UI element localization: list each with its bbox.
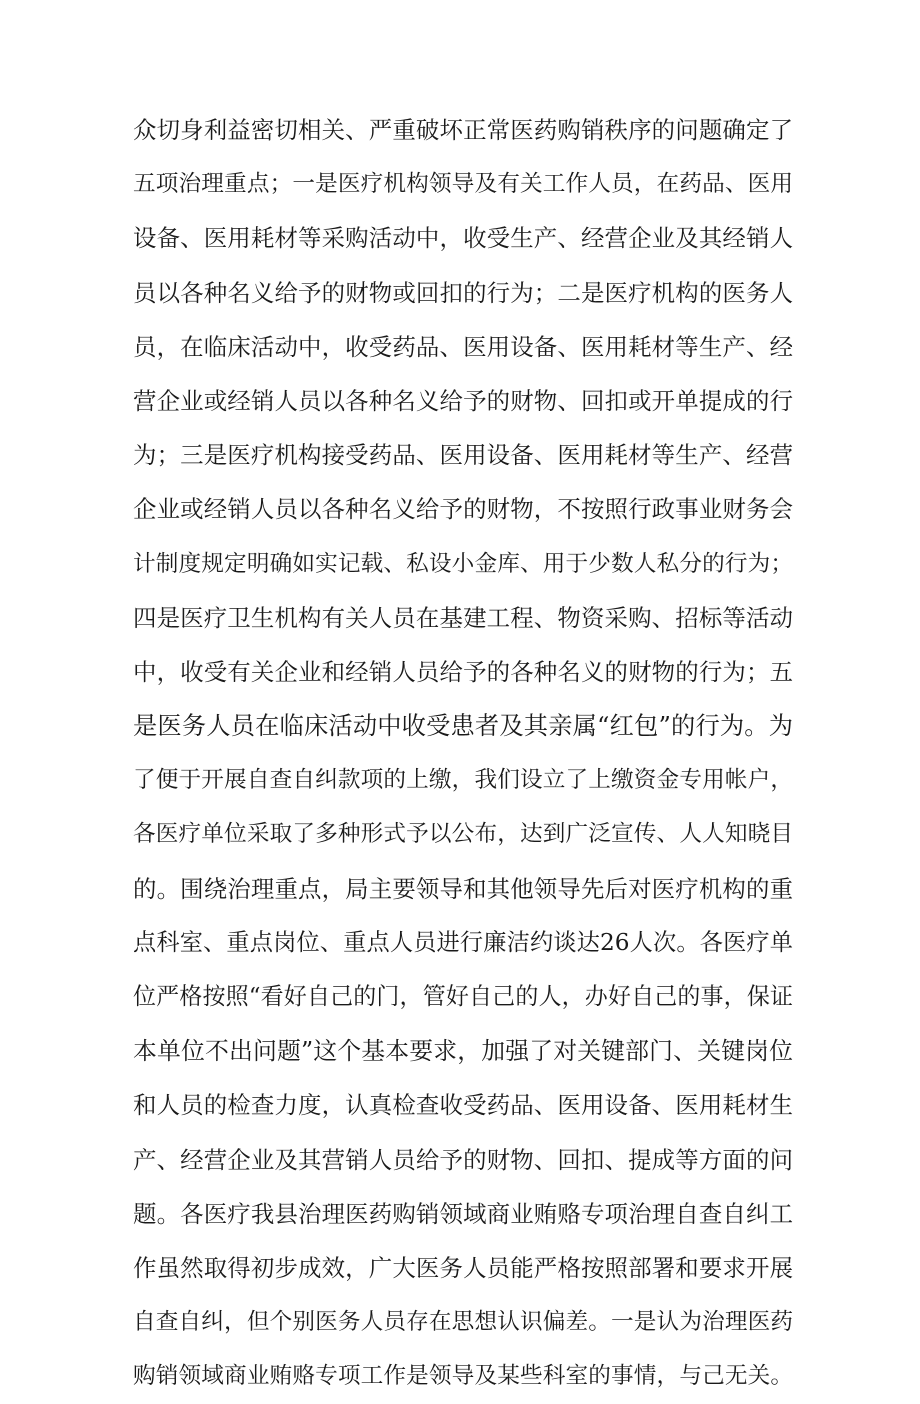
text-line: 各医疗单位采取了多种形式予以公布，达到广泛宣传、人人知晓目 [133, 821, 793, 848]
text-line: 员以各种名义给予的财物或回扣的行为；二是医疗机构的医务人 [133, 278, 793, 307]
text-line: 企业或经销人员以各种名义给予的财物，不按照行政事业财务会 [133, 495, 793, 524]
text-line: 设备、医用耗材等采购活动中，收受生产、经营企业及其经销人 [133, 224, 793, 253]
text-line: 自查自纠，但个别医务人员存在思想认识偏差。一是认为治理医药 [133, 1309, 793, 1336]
text-line: 题。各医疗我县治理医药购销领域商业贿赂专项治理自查自纠工 [133, 1199, 793, 1228]
text-line: 四是医疗卫生机构有关人员在基建工程、物资采购、招标等活动 [133, 603, 793, 632]
text-line: 作虽然取得初步成效，广大医务人员能严格按照部署和要求开展 [133, 1253, 793, 1282]
text-line: 营企业或经销人员以各种名义给予的财物、回扣或开单提成的行 [133, 386, 793, 415]
text-line: 本单位不出问题”这个基本要求，加强了对关键部门、关键岗位 [133, 1037, 793, 1066]
text-line: 了便于开展自查自纠款项的上缴，我们设立了上缴资金专用帐户， [133, 767, 793, 794]
text-line: 位严格按照“看好自己的门，管好自己的人，办好自己的事，保证 [133, 984, 793, 1010]
text-line: 点科室、重点岗位、重点人员进行廉洁约谈达26人次。各医疗单 [133, 928, 793, 956]
text-line: 是医务人员在临床活动中收受患者及其亲属“红包”的行为。为 [133, 711, 793, 741]
text-line: 的。围绕治理重点，局主要领导和其他领导先后对医疗机构的重 [133, 874, 793, 903]
text-line: 中，收受有关企业和经销人员给予的各种名义的财物的行为；五 [133, 657, 793, 686]
text-line: 计制度规定明确如实记载、私设小金库、用于少数人私分的行为； [133, 550, 793, 577]
body-text [133, 103, 793, 1404]
text-line: 为；三是医疗机构接受药品、医用设备、医用耗材等生产、经营 [133, 441, 793, 470]
text-line: 购销领域商业贿赂专项工作是领导及某些科室的事情，与己无关。 [133, 1363, 793, 1390]
text-line: 产、经营企业及其营销人员给予的财物、回扣、提成等方面的问 [133, 1145, 793, 1174]
text-line: 众切身利益密切相关、严重破坏正常医药购销秩序的问题确定了 [133, 116, 793, 144]
text-line: 员，在临床活动中，收受药品、医用设备、医用耗材等生产、经 [133, 332, 793, 361]
text-line: 五项治理重点；一是医疗机构领导及有关工作人员，在药品、医用 [133, 171, 793, 198]
text-line: 和人员的检查力度，认真检查收受药品、医用设备、医用耗材生 [133, 1091, 793, 1120]
